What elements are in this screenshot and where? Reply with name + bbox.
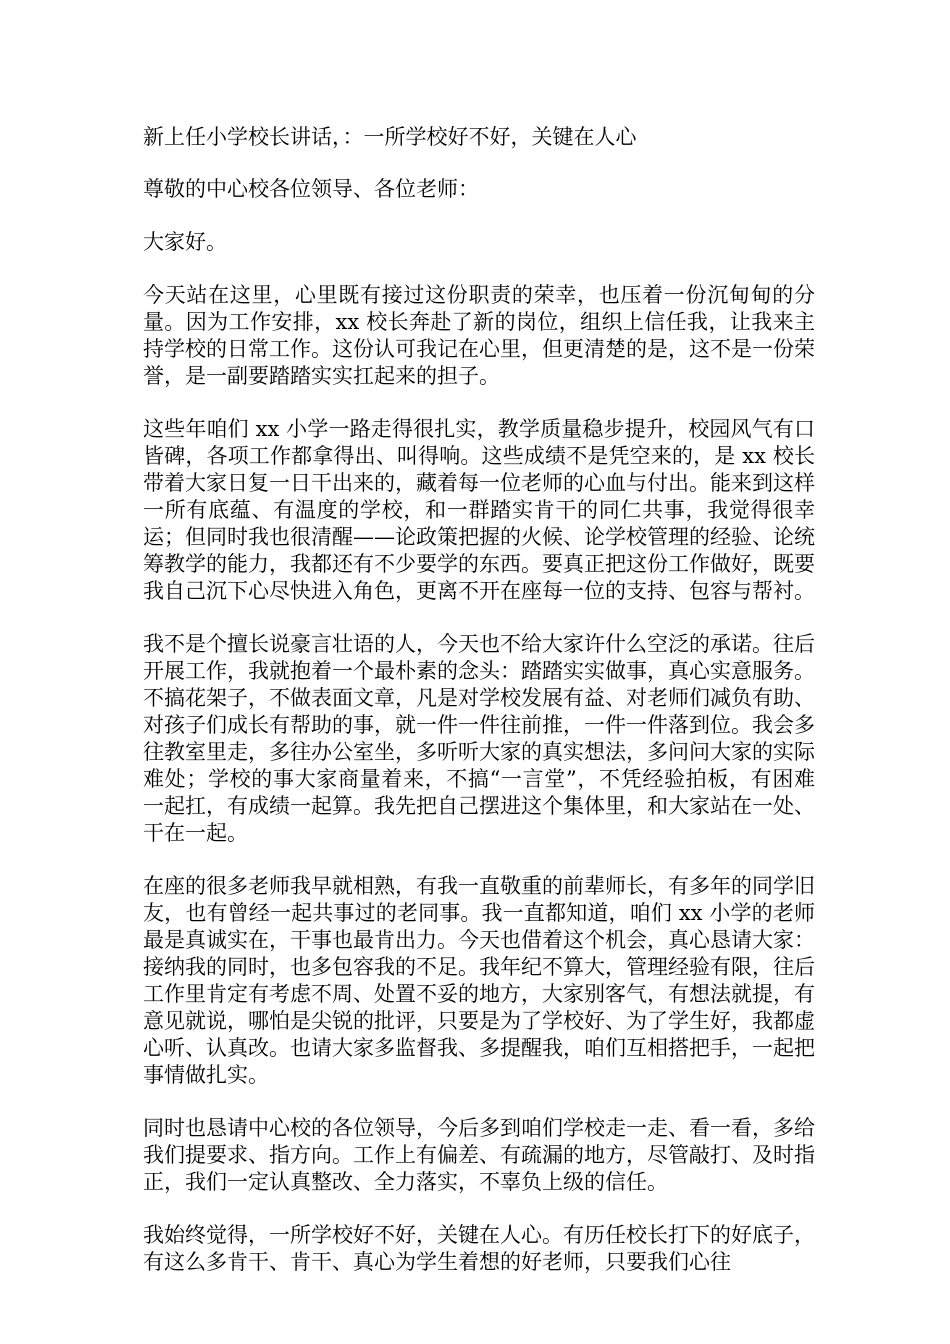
salutation: 尊敬的中心校各位领导、各位老师： (143, 177, 479, 201)
paragraph-1: 今天站在这里，心里既有接过这份职责的荣幸，也压着一份沉甸甸的分量。因为工作安排，xx 校长奔赴了新的岗位，组织上信任我，让我来主持学校的日常工作。这份认可我记在心里，但更清楚的是，这不是一份荣誉，是一副要踏踏实实扛起来的担子。 (143, 283, 815, 388)
paragraph-6: 我始终觉得，一所学校好不好，关键在人心。有历任校长打下的好底子，有这么多肯干、肯干、真心为学生着想的好老师，只要我们心往 (143, 1223, 815, 1274)
paragraph-3: 我不是个擅长说豪言壮语的人，今天也不给大家许什么空泛的承诺。往后开展工作，我就抱着一个最朴素的念头：踏踏实实做事，真心实意服务。不搞花架子，不做表面文章，凡是对学校发展有益、对老师们减负有助、对孩子们成长有帮助的事，就一件一件往前推，一件一件落到位。我会多往教室里走，多往办公室坐，多听听大家的真实想法，多问问大家的实际难处；学校的事大家商量着来，不搞“一言堂”，不凭经验拍板，有困难一起扛，有成绩一起算。我先把自己摆进这个集体里，和大家站在一处、干在一起。 (143, 632, 815, 845)
greeting: 大家好。 (143, 230, 227, 254)
document-body (143, 124, 815, 1302)
document-title: 新上任小学校长讲话，：一所学校好不好，关键在人心 (143, 125, 637, 149)
paragraph-2: 这些年咱们 xx 小学一路走得很扎实，教学质量稳步提升，校园风气有口皆碑，各项工作都拿得出、叫得响。这些成绩不是凭空来的，是 xx 校长带着大家日复一日干出来的，藏着每一位老师的心血与付出。能来到这样一所有底蕴、有温度的学校，和一群踏实肯干的同仁共事，我觉得很幸运；但同时我也很清醒——论政策把握的火候、论学校管理的经验、论统筹教学的能力，我都还有不少要学的东西。要真正把这份工作做好，既要我自己沉下心尽快进入角色，更离不开在座每一位的支持、包容与帮衬。 (143, 417, 815, 603)
paragraph-5: 同时也恳请中心校的各位领导，今后多到咱们学校走一走、看一看，多给我们提要求、指方向。工作上有偏差、有疏漏的地方，尽管敲打、及时指正，我们一定认真整改、全力落实，不辜负上级的信任。 (143, 1116, 815, 1194)
paragraph-4: 在座的很多老师我早就相熟，有我一直敬重的前辈师长，有多年的同学旧友，也有曾经一起共事过的老同事。我一直都知道，咱们 xx 小学的老师最是真诚实在，干事也最肯出力。今天也借着这个机会，真心恳请大家：接纳我的同时，也多包容我的不足。我年纪不算大，管理经验有限，往后工作里肯定有考虑不周、处置不妥的地方，大家别客气，有想法就提，有意见就说，哪怕是尖锐的批评，只要是为了学校好、为了学生好，我都虚心听、认真改。也请大家多监督我、多提醒我，咱们互相搭把手，一起把事情做扎实。 (143, 874, 815, 1087)
